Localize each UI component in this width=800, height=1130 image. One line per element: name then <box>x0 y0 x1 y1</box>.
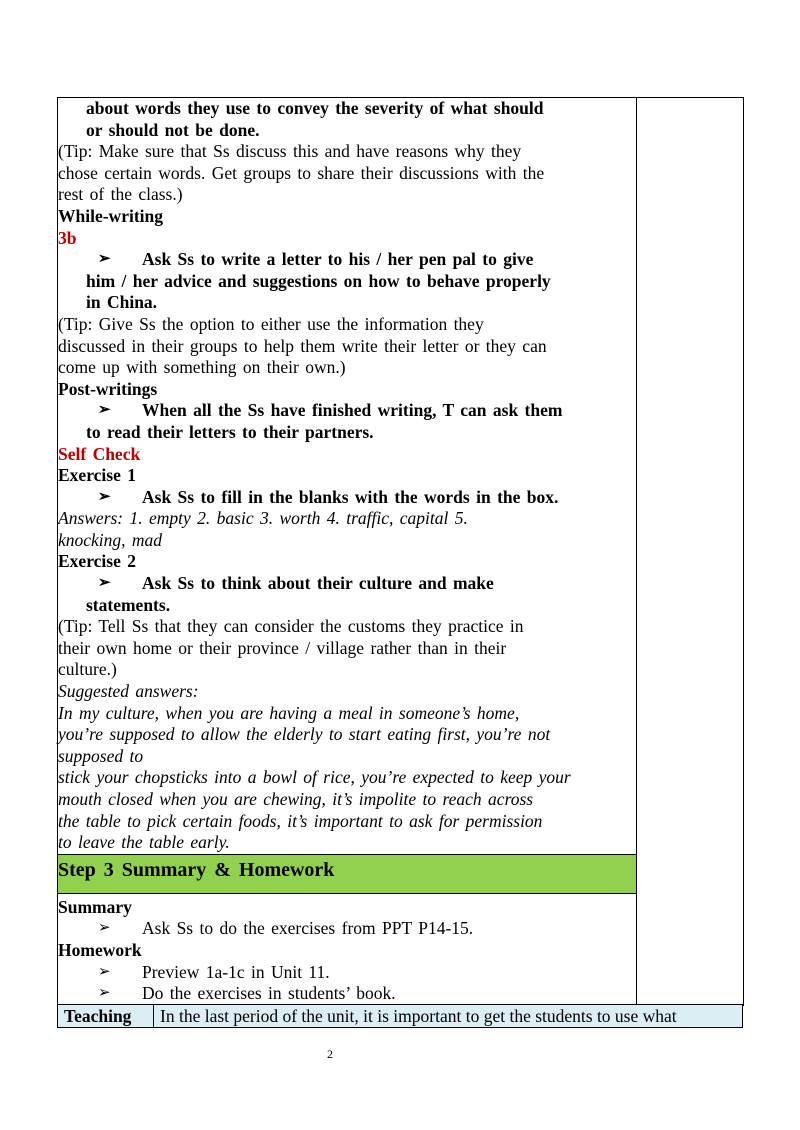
suggested-answer-line: In my culture, when you are having a meal in someone’s home, <box>58 702 520 723</box>
tip-line: (Tip: Tell Ss that they can consider the customs they practice in <box>58 616 524 637</box>
bullet-item <box>58 573 636 595</box>
bullet-text: When all the Ss have finished writing, T can ask them <box>142 400 563 421</box>
suggested-answer-line: the table to pick certain foods, it’s important to ask for permission <box>58 810 543 831</box>
tip-line: chose certain words. Get groups to share their discussions with the <box>58 162 545 183</box>
text-line: to read their letters to their partners. <box>86 421 374 442</box>
tip-line: discussed in their groups to help them write their letter or they can <box>58 335 547 356</box>
tip-line: (Tip: Make sure that Ss discuss this and have reasons why they <box>58 141 522 162</box>
section-heading-post-writings: Post-writings <box>58 378 158 399</box>
bullet-text: Ask Ss to do the exercises from PPT P14-15. <box>142 918 474 939</box>
homework-heading: Homework <box>58 939 142 960</box>
suggested-answers-label: Suggested answers: <box>58 681 199 702</box>
tip-line: culture.) <box>58 659 117 680</box>
page-number: 2 <box>327 1047 333 1061</box>
notes-column-cell <box>637 98 744 1006</box>
arrow-bullet-icon: ➢ <box>98 963 111 980</box>
suggested-answer-line: you’re supposed to allow the elderly to start eating first, you’re not <box>58 724 551 745</box>
arrow-bullet-icon: ➢ <box>98 920 111 937</box>
step-3-title: Step 3 Summary & Homework <box>58 858 335 881</box>
table-row <box>58 98 744 855</box>
exercise-heading: Exercise 2 <box>58 551 136 572</box>
suggested-answer-line: stick your chopsticks into a bowl of rice, you’re expected to keep your <box>58 767 571 788</box>
bullet-item <box>58 918 636 940</box>
bullet-item <box>58 249 636 271</box>
text-line: him / her advice and suggestions on how to behave properly <box>86 270 551 291</box>
suggested-answer-line: to leave the table early. <box>58 832 230 853</box>
writing-activities-cell <box>58 98 637 855</box>
bullet-item <box>58 487 636 509</box>
step-3-header-cell <box>58 854 637 893</box>
section-heading-while-writing: While-writing <box>58 205 163 226</box>
answers-line: Answers: 1. empty 2. basic 3. worth 4. traffic, capital 5. <box>58 508 468 529</box>
arrow-bullet-icon: ➢ <box>98 985 111 1002</box>
activity-label-3b: 3b <box>58 227 77 248</box>
table-row <box>58 1005 743 1028</box>
tip-line: come up with something on their own.) <box>58 357 346 378</box>
text-line: or should not be done. <box>86 119 260 140</box>
text-line: in China. <box>86 292 158 313</box>
summary-heading: Summary <box>58 896 132 917</box>
bullet-item <box>58 962 636 984</box>
text-line: about words they use to convey the severity of what should <box>86 98 544 118</box>
answers-line: knocking, mad <box>58 529 163 550</box>
teaching-text: In the last period of the unit, it is important to get the students to use what <box>154 1005 743 1028</box>
bullet-text: Preview 1a-1c in Unit 11. <box>142 961 330 982</box>
tip-line: (Tip: Give Ss the option to either use the information they <box>58 313 484 334</box>
bullet-text: Ask Ss to fill in the blanks with the words in the box. <box>142 486 559 507</box>
arrow-bullet-icon: ➢ <box>98 575 111 592</box>
arrow-bullet-icon: ➢ <box>98 488 111 505</box>
tip-line: their own home or their province / village rather than in their <box>58 637 507 658</box>
text-line: statements. <box>86 594 171 615</box>
suggested-answer-line: supposed to <box>58 745 144 766</box>
suggested-answer-line: mouth closed when you are chewing, it’s impolite to reach across <box>58 789 534 809</box>
bullet-text: Ask Ss to think about their culture and make <box>142 573 494 594</box>
summary-homework-cell <box>58 893 637 1005</box>
teaching-reflection-table <box>57 1004 743 1028</box>
teaching-label: Teaching <box>58 1005 154 1028</box>
tip-line: rest of the class.) <box>58 184 183 205</box>
section-heading-self-check: Self Check <box>58 443 141 464</box>
bullet-item <box>58 983 636 1005</box>
bullet-item <box>58 400 636 422</box>
bullet-text: Ask Ss to write a letter to his / her pen pal to give <box>142 249 534 270</box>
lesson-plan-table <box>57 97 744 1006</box>
arrow-bullet-icon: ➢ <box>98 402 111 419</box>
bullet-text: Do the exercises in students’ book. <box>142 983 396 1004</box>
exercise-heading: Exercise 1 <box>58 465 136 486</box>
arrow-bullet-icon: ➢ <box>98 251 111 268</box>
